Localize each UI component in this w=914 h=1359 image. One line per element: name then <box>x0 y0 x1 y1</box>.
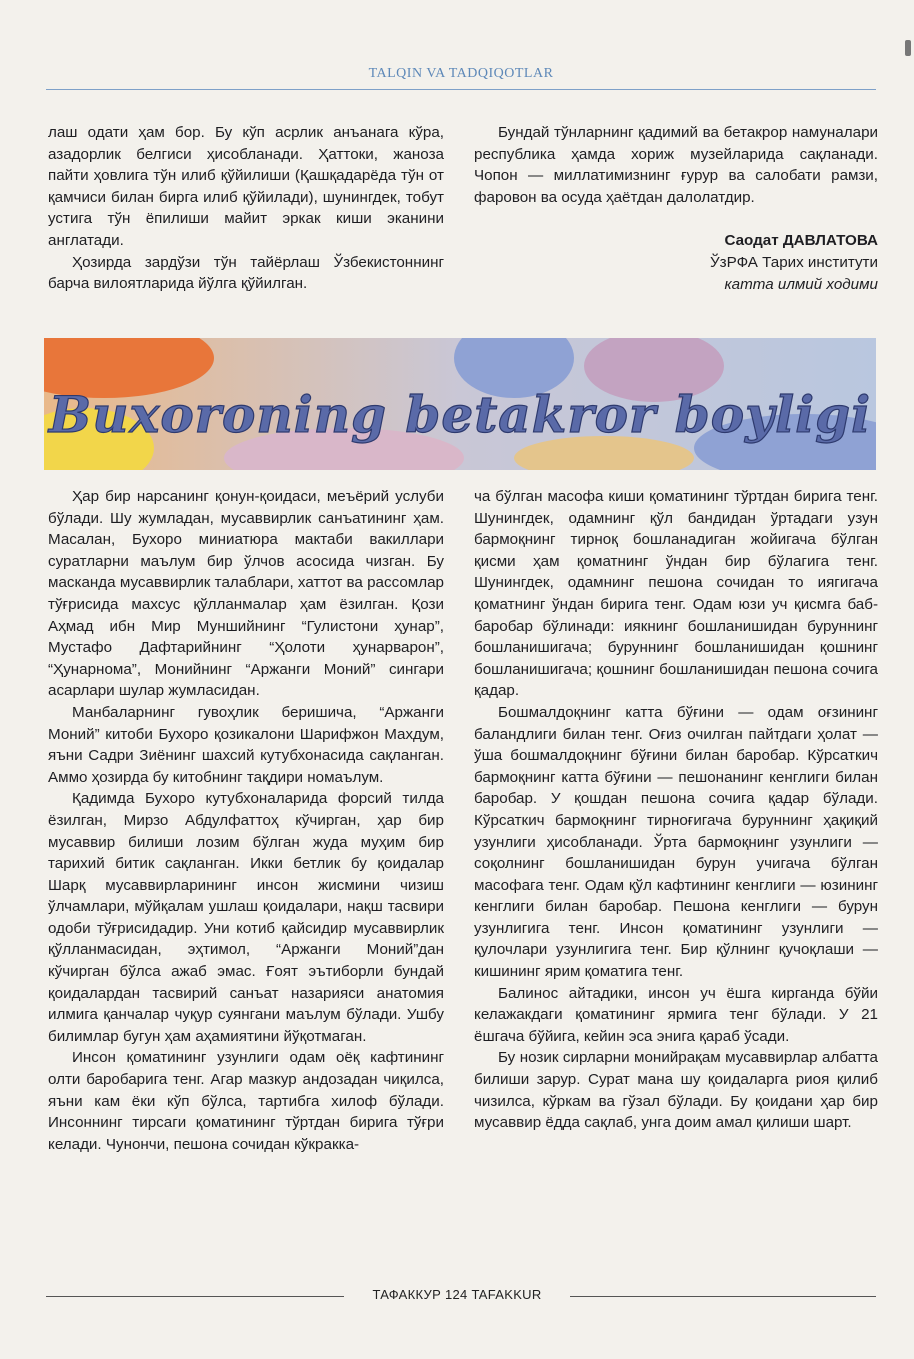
paragraph: ча бўлган масофа киши қоматининг тўртдан бирига тенг. Шунингдек, одамнинг қўл бандидан ўртадаги узун бармоқнинг тирноқ бошланадиган жойигача бўлган қисми ҳам қоматнинг ўндан бир бўлагига тенг. Шунингдек, одамнинг пешона сочидан то иягигача қоматнинг ўндан бирига тенг. Одам юзи уч қисмга баб-баробар бўлинади: иякнинг бошланишидан буруннинг бошланишигача; буруннинг бошланишидан қошнинг бошланишигача; қошнинг бошланишидан пешона сочига қадар. <box>474 488 878 700</box>
footer-rule <box>570 1296 876 1297</box>
author-role: катта илмий ходими <box>724 275 878 293</box>
article-right-column <box>474 486 878 1134</box>
running-head: TALQIN VA TADQIQOTLAR <box>368 66 554 81</box>
running-head-rule <box>46 89 876 90</box>
footer-rule <box>46 1296 344 1297</box>
page-footer: ТАФАККУР 124 TAFAKKUR <box>372 1287 542 1302</box>
paragraph: Бу нозик сирларни монийрақам мусаввирлар албатта билиши зарур. Сурат мана шу қоидаларга риоя қилиб чизилса, кўркам ва гўзал бўлади. Бу қоидани ҳар бир мусаввир ёдда сақлаб, унга доим амал қилиши шарт. <box>474 1049 878 1132</box>
scan-artifact <box>905 40 911 56</box>
article-left-column <box>48 486 444 1155</box>
paragraph: лаш одати ҳам бор. Бу кўп асрлик анъанага кўра, азадорлик белгиси ҳисобланади. Ҳаттоки, жаноза пайти ҳовлига тўн илиб қўйилиши (Қашқадарёда тўн от қамчиси билан бирга илиб қўйилади), шунингдек, тобут устига тўн ёпилиши майит эркак киши эканини англатади. <box>48 124 444 249</box>
banner-artwork <box>44 338 876 470</box>
paragraph: Манбаларнинг гувоҳлик беришича, “Аржанги Моний” китоби Бухоро қозикалони Шарифжон Махдум, яъни Садри Зиёнинг шахсий кутубхонасида сақланган. Аммо ҳозирда бу китобнинг тақдири номаълум. <box>48 703 444 786</box>
author-name: Саодат ДАВЛАТОВА <box>724 232 878 250</box>
paragraph: Инсон қоматининг узунлиги одам оёқ кафтининг олти баробарига тенг. Агар мазкур андозадан чиқилса, яъни кам ёки кўп бўлса, тартибга хилоф бўлади. Инсоннинг тирсаги қоматининг тўртдан бирига тўғри келади. Чунончи, пешона сочидан кўкракка- <box>48 1049 444 1153</box>
article-title: Buxoroning betakror boyligi <box>48 385 872 444</box>
top-right-column <box>474 122 878 295</box>
paragraph: Бошмалдоқнинг катта бўғини — одам оғзининг баландлиги билан тенг. Оғиз очилган пайтдаги ҳолат — ўша бошмалдоқнинг бўғини билан баробар. Кўрсаткич бармоқнинг катта бўғини — пешонанинг кенглиги билан баробар. У қошдан пешона сочига қадар бўлади. Кўрсаткич бармоқнинг тирноғигача буруннинг ҳақиқий узунлиги ҳисобланади. Ўрта бармоқнинг узунлиги — соқолнинг бошланишидан бурун учигача бўлган масофага тенг. Одам қўл кафтининг кенглиги — юзининг кенглиги билан баробар. Пешона кенглиги — бурун узунлигига тенг. Инсон қоматининг узунлиги — қулочлари узунлигига тенг. Бир қўлнинг қучоқлаши — кишининг ярим қоматига тенг. <box>474 703 878 981</box>
author-signature <box>474 230 878 295</box>
paragraph: Бундай тўнларнинг қадимий ва бетакрор намуналари республика ҳамда хориж музейларида сақланади. Чопон — миллатимизнинг ғурур ва салобати рамзи, фаровон ва осуда ҳаётдан далолатдир. <box>474 124 878 206</box>
paragraph: Қадимда Бухоро кутубхоналарида форсий тилда ёзилган, Мирзо Абдулфаттоҳ кўчирган, ҳар бир мусаввир билиши лозим бўлган жуда муҳим бир тарихий битик сақланган. Икки бетлик бу қоидалар Шарқ мусаввирларининг инсон жисмини чизиш ўлчамлари, мўйқалам ушлаш қоидалари, нақш тасвири одоби тўғрисидадир. Уни котиб қайсидир мусаввирлик қўлланмасидан, эҳтимол, “Аржанги Моний”дан кўчирган бўлса ажаб эмас. Ғоят эътиборли бундай қоидалардан тасвирий санъат назарияси анатомия илмига қанчалар чуқур суянгани маълум бўлади. Ушбу билимлар бугун ҳам аҳамиятини йўқотмаган. <box>48 790 444 1045</box>
paragraph: Ҳозирда зардўзи тўн тайёрлаш Ўзбекистоннинг барча вилоятларида йўлга қўйилган. <box>48 253 444 293</box>
paragraph: Балинос айтадики, инсон уч ёшга кирганда бўйи келажакдаги қоматининг ярмига тенг бўлади. У 21 ёшгача бўйига, кейин эса энига қараб ўсади. <box>474 984 878 1045</box>
author-organization: ЎзРФА Тарих институти <box>710 253 878 271</box>
article-title-banner <box>44 338 876 470</box>
top-left-column <box>48 122 444 295</box>
paragraph: Ҳар бир нарсанинг қонун-қоидаси, меъёрий услуби бўлади. Шу жумладан, мусаввирлик санъатининг ҳам. Масалан, Бухоро миниатюра мактаби вакиллари суратларни маълум бир ўлчов асосида чизган. Бу масканда мусаввирлик талаблари, хаттот ва рассомлар тўғрисида махсус қўлланмалар ҳам ёзилган. Қози Аҳмад ибн Мир Муншийнинг “Гулистони ҳунар”, Мустафо Дафтарийнинг “Ҳолоти ҳунарварон”, “Ҳунарнома”, Монийнинг “Аржанги Моний” сингари асарлари шулар жумласидан. <box>48 488 444 700</box>
